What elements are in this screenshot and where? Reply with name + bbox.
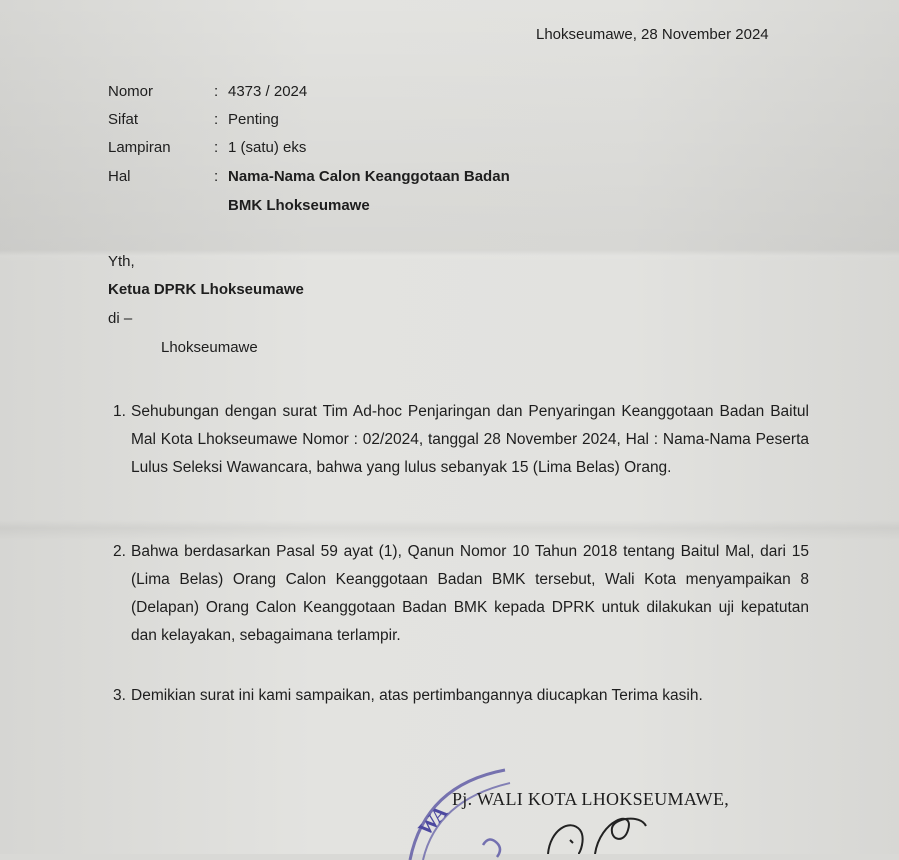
salutation: Yth, xyxy=(108,253,135,270)
paragraph-1 xyxy=(113,398,809,482)
official-stamp-icon xyxy=(395,765,545,860)
meta-value-nomor: 4373 / 2024 xyxy=(228,83,308,100)
signatory-title: Pj. WALI KOTA LHOKSEUMAWE, xyxy=(452,789,730,809)
paragraph-2 xyxy=(113,538,809,650)
meta-label-nomor: Nomor xyxy=(108,83,154,100)
meta-colon: : xyxy=(214,168,219,185)
stamp-text: WA xyxy=(414,801,453,841)
place-date: Lhokseumawe, 28 November 2024 xyxy=(536,26,769,43)
paragraph-number: 1. xyxy=(113,403,126,420)
meta-value-hal: Nama-Nama Calon Keanggotaan Badan xyxy=(228,168,510,185)
recipient-city: Lhokseumawe xyxy=(161,339,258,356)
meta-colon: : xyxy=(214,83,219,100)
recipient-name: Ketua DPRK Lhokseumawe xyxy=(108,281,304,298)
paragraph-number: 2. xyxy=(113,543,126,560)
paragraph-3 xyxy=(113,682,809,710)
meta-label-hal: Hal xyxy=(108,168,131,185)
paragraph-number: 3. xyxy=(113,687,126,704)
meta-colon: : xyxy=(214,111,219,128)
meta-label-sifat: Sifat xyxy=(108,111,139,128)
signature-icon xyxy=(540,800,650,854)
paragraph-text: Demikian surat ini kami sampaikan, atas pertimbangannya diucapkan Terima kasih. xyxy=(131,687,703,704)
meta-label-lampiran: Lampiran xyxy=(108,139,171,156)
recipient-di: di – xyxy=(108,310,133,327)
paragraph-text: Bahwa berdasarkan Pasal 59 ayat (1), Qanun Nomor 10 Tahun 2018 tentang Baitul Mal, dari 15 (Lima Belas) Orang Calon Keanggotaan Badan BMK tersebut, Wali Kota menyampaikan 8 (Delapan) Orang Calon Keanggotaan Badan BMK kepada DPRK untuk dilakukan uji kepatutan dan kelayakan, sebagaimana terlampir. xyxy=(131,543,809,644)
meta-value-lampiran: 1 (satu) eks xyxy=(228,139,307,156)
meta-value-sifat: Penting xyxy=(228,111,279,128)
meta-value-hal-line2: BMK Lhokseumawe xyxy=(228,197,370,214)
paragraph-text: Sehubungan dengan surat Tim Ad-hoc Penjaringan dan Penyaringan Keanggotaan Badan Baitul Mal Kota Lhokseumawe Nomor : 02/2024, tanggal 28 November 2024, Hal : Nama-Nama Peserta Lulus Seleksi Wawancara, bahwa yang lulus sebanyak 15 (Lima Belas) Orang. xyxy=(131,403,809,476)
meta-colon: : xyxy=(214,139,219,156)
